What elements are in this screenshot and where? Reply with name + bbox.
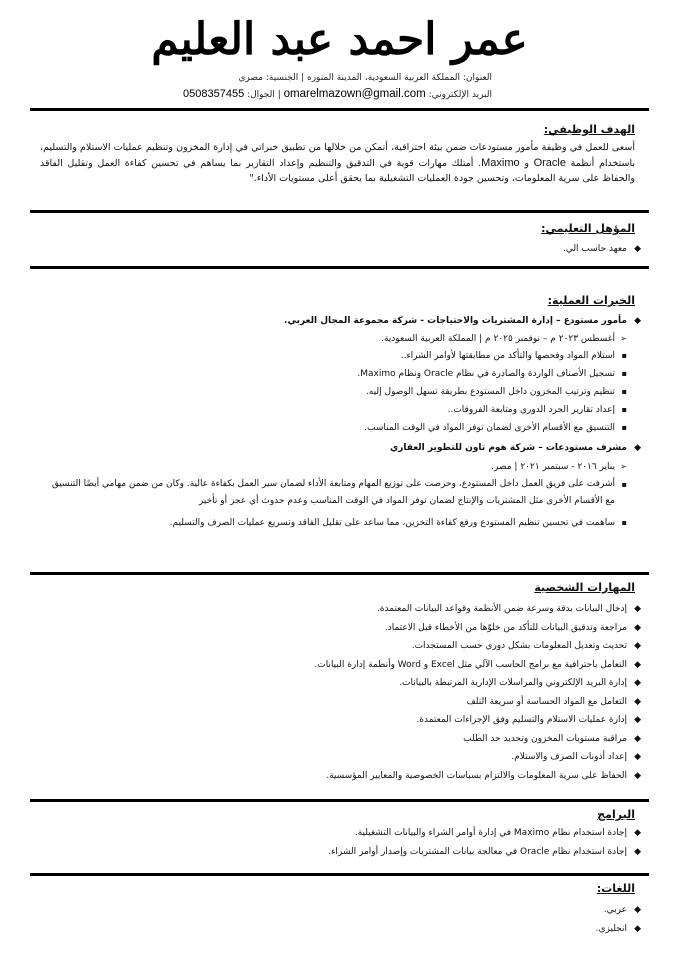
candidate-name: عمر احمد عبد العليم [151,14,528,65]
diamond-bullet-icon: ◆ [634,641,641,651]
list-item: ◆ التعامل باحترافية مع برامج الحاسب الآلي مثل Excel و Word وأنظمة إدارة البيانات. [40,656,641,675]
square-bullet-icon: ▪ [621,518,627,527]
phone-number: 0508357455 [183,88,245,100]
job2-date-list [40,458,627,476]
list-item: ◆ إجادة استخدام نظام Maximo في إدارة أوامر الشراء والبيانات التشغيلية. [40,824,641,843]
list-item: ◆ إدارة البريد الإلكتروني والمراسلات الإدارية المرتبطة بالبيانات. [40,674,641,693]
list-item: ▪ أشرفت على فريق العمل داخل المستودع، وحرصت على توزيع المهام ومتابعة الأداء لضمان سير العمل بكفاءة عالية. وكان من ضمن مهامي أيضًا التنسيق مع الأقسام الأخرى مثل المشتريات والإنتاج لضمان توفر المواد في الوقت المناسب وعدم حدوث أي عجز أو تأخير [40,476,627,510]
list-item: ◆ إجادة استخدام نظام Oracle في معالجة بيانات المشتريات وإصدار أوامر الشراء. [40,843,641,862]
diamond-bullet-icon: ◆ [634,770,641,781]
job-date: ➢ يناير ٢٠١٦ - سبتمبر ٢٠٢١ | مصر. [40,458,627,476]
list-item: ▪ تنظيم وترتيب المخزون داخل المستودع بطريقة تسهل الوصول إليه. [40,383,627,401]
experience-heading: الخبرات العملية: [547,294,635,307]
languages-heading: اللغات: [596,882,635,895]
education-list [40,240,641,259]
list-item: ◆ إدارة عمليات الاستلام والتسليم وفق الإجراءات المعتمدة. [40,711,641,730]
programs-heading: البرامج [597,808,635,821]
list-item: ◆ إدخال البيانات بدقة وسرعة ضمن الأنظمة وقواعد البيانات المعتمدة. [40,600,641,619]
job-date: ➢ أغسطس ٢٠٢٣ م – نوفمبر ٢٠٢٥ م | المملكة العربية السعودية. [40,330,627,348]
list-item: ◆ عربي. [40,901,641,920]
diamond-bullet-icon: ◆ [634,715,641,725]
diamond-bullet-icon: ◆ [634,828,641,838]
job2-tasks [40,476,627,532]
list-item: ◆ معهد حاسب الي. [40,240,641,259]
square-bullet-icon: ▪ [621,369,627,378]
diamond-bullet-icon: ◆ [634,733,641,744]
skills-list [40,600,641,785]
arrow-bullet-icon: ➢ [620,334,627,343]
square-bullet-icon: ▪ [621,387,627,396]
diamond-bullet-icon: ◆ [634,696,641,707]
list-item: ▪ تسجيل الأصناف الواردة والصادرة في نظام Oracle ونظام Maximo. [40,365,627,383]
diamond-bullet-icon: ◆ [634,905,641,915]
list-item: ◆ تحديث وتعديل المعلومات بشكل دوري حسب المستجدات. [40,637,641,656]
square-bullet-icon: ▪ [621,405,627,414]
list-item: ▪ التنسيق مع الأقسام الأخرى لضمان توفر المواد في الوقت المناسب. [40,419,627,437]
list-item: ▪ إعداد تقارير الجرد الدوري ومتابعة الفروقات.. [40,401,627,419]
contact-line [40,88,492,101]
list-item: ◆ مراجعة وتدقيق البيانات للتأكد من خلوّها من الأخطاء قبل الاعتماد. [40,619,641,638]
skills-heading: المهارات الشخصية [534,581,635,594]
diamond-bullet-icon: ◆ [634,316,641,326]
list-item: ◆ التعامل مع المواد الحساسة أو سريعة التلف [40,693,641,712]
square-bullet-icon: ▪ [621,423,627,432]
languages-list [40,901,641,938]
diamond-bullet-icon: ◆ [634,622,641,633]
objective-text: أسعى للعمل في وظيفة مأمور مستودعات ضمن بيئة احترافية، أتمكن من خلالها من تطبيق خبراتي في إدارة المخزون وتنظيم عمليات الاستلام والتسليم، باستخدام أنظمة Oracle و Maximo. أمتلك مهارات قوية في التدقيق والتنظيم وإعداد التقارير بما يساهم في تحسين كفاءة العمل وتقليل الفاقد والحفاظ على سرية المعلومات، وتحسين جودة العمليات التشغيلية بما يحقق أعلى مستويات الأداء." [40,142,635,184]
diamond-bullet-icon: ◆ [634,846,641,857]
address-line: العنوان: المملكة العربية السعودية، المدينة المنوره | الجنسية: مصري [238,73,492,83]
section-divider [30,572,649,575]
diamond-bullet-icon: ◆ [634,678,641,688]
section-divider [30,873,649,876]
job-title-1: ◆ مأمور مستودع – إدارة المشتريات والاحتياجات - شركة مجموعة المجال العربي. [40,313,641,329]
list-item: ◆ إعداد أذونات الصرف والاستلام. [40,748,641,767]
section-divider [30,266,649,269]
email-link[interactable]: omarelmazown@gmail.com [283,88,426,100]
email-label: البريد الإلكتروني: [428,90,492,100]
diamond-bullet-icon: ◆ [634,659,641,670]
section-divider [30,210,649,213]
job1-date-list [40,330,627,348]
list-item: ▪ ساهمت في تحسين تنظيم المستودع ورفع كفاءة التخزين، مما ساعد على تقليل الفاقد وتسريع عمليات الصرف والتسليم. [40,514,627,532]
diamond-bullet-icon: ◆ [634,244,641,254]
job-title-2: ◆ مشرف مستودعات – شركة هوم تاون للتطوير العقاري [40,440,641,456]
section-divider [30,108,649,111]
diamond-bullet-icon: ◆ [634,604,641,614]
list-item: ◆ الحفاظ على سرية المعلومات والالتزام بسياسات الخصوصية والمعايير المؤسسية. [40,767,641,786]
list-item: ◆ مراقبة مستويات المخزون وتحديد حد الطلب [40,730,641,749]
programs-list [40,824,641,861]
arrow-bullet-icon: ➢ [620,462,627,471]
list-item: ▪ استلام المواد وفحصها والتأكد من مطابقتها لأوامر الشراء.. [40,347,627,365]
job1-tasks [40,347,627,437]
list-item: ◆ انجليزي. [40,920,641,939]
phone-label: | الجوال: [247,90,281,100]
diamond-bullet-icon: ◆ [634,443,641,453]
diamond-bullet-icon: ◆ [634,923,641,934]
diamond-bullet-icon: ◆ [634,752,641,762]
section-divider [30,799,649,802]
square-bullet-icon: ▪ [621,351,627,360]
objective-heading: الهدف الوظيفي: [543,123,635,136]
square-bullet-icon: ▪ [621,480,627,489]
education-heading: المؤهل التعليمي: [541,222,635,235]
